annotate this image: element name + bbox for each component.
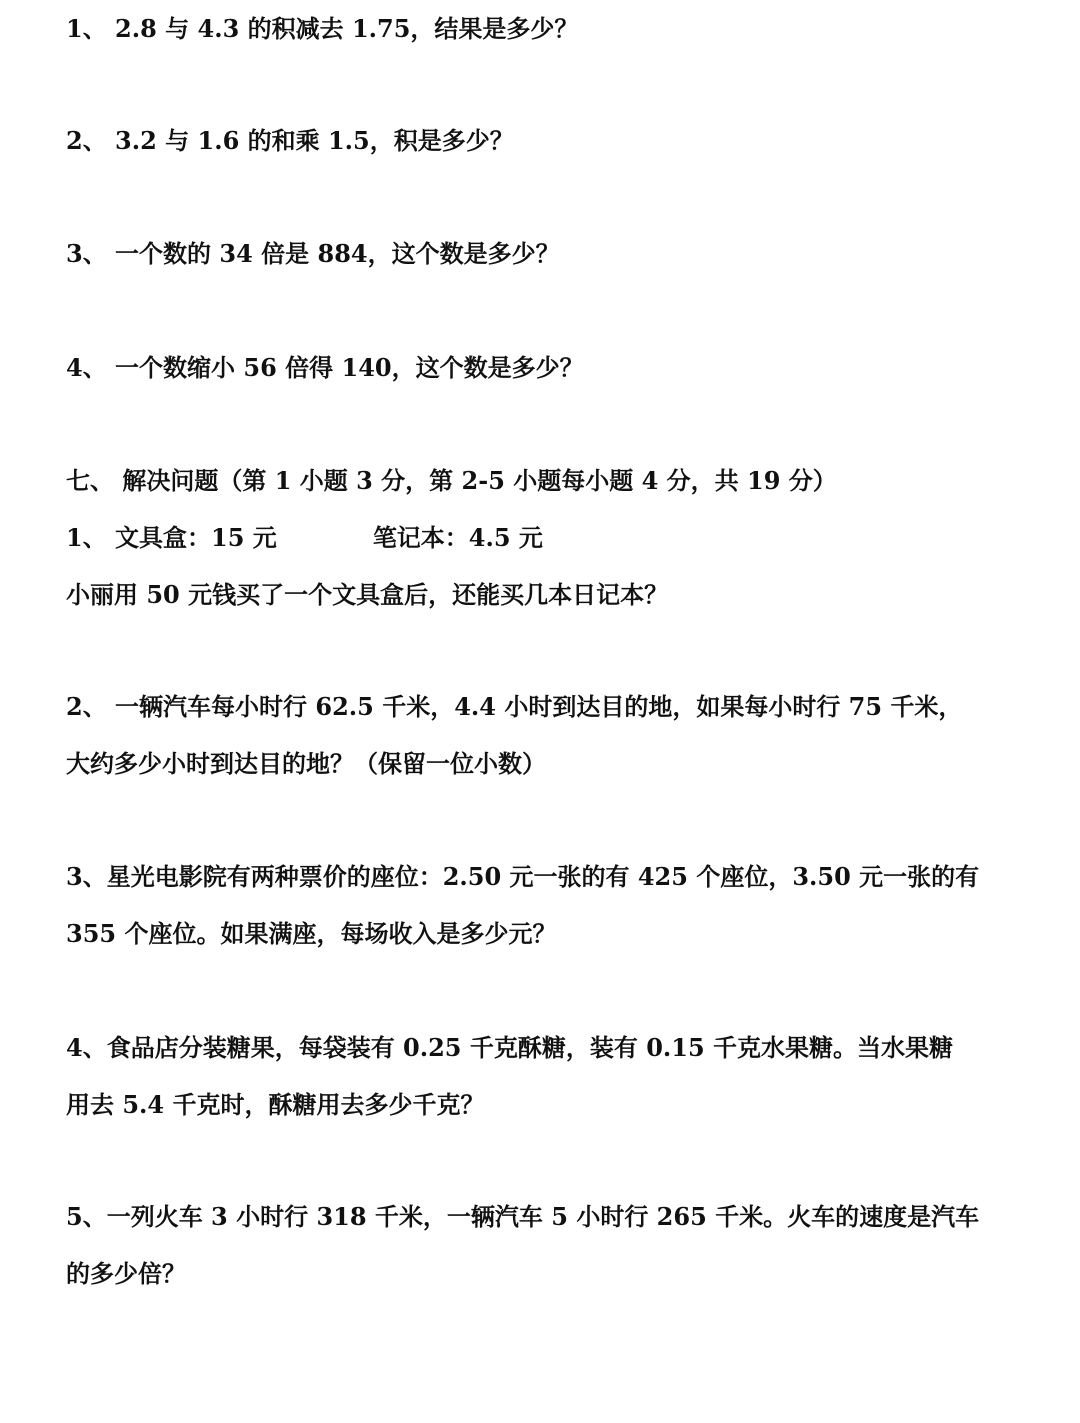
problem-3-line-2: 355 个座位。如果满座，每场收入是多少元？ [66, 919, 557, 948]
problem-2-line-2: 大约多少小时到达目的地？（保留一位小数） [66, 749, 546, 778]
price-notebook: 笔记本：4.5 元 [372, 523, 543, 552]
arithmetic-item-4: 4、 一个数缩小 56 倍得 140，这个数是多少？ [66, 353, 584, 382]
problem-2-line-1: 2、 一辆汽车每小时行 62.5 千米，4.4 小时到达目的地，如果每小时行 75 千米， [66, 692, 963, 721]
problem-1-question: 小丽用 50 元钱买了一个文具盒后，还能买几本日记本？ [66, 580, 669, 609]
price-pencil-box: 1、 文具盒：15 元 [66, 523, 277, 552]
arithmetic-item-1: 1、 2.8 与 4.3 的积减去 1.75，结果是多少？ [66, 14, 579, 43]
problem-5-line-2: 的多少倍？ [66, 1259, 186, 1288]
problem-3-line-1: 3、星光电影院有两种票价的座位：2.50 元一张的有 425 个座位，3.50 元一张的有 [66, 862, 980, 891]
problem-4-line-1: 4、食品店分装糖果，每袋装有 0.25 千克酥糖，装有 0.15 千克水果糖。当水果糖 [66, 1033, 954, 1062]
problem-4-line-2: 用去 5.4 千克时，酥糖用去多少千克？ [66, 1090, 485, 1119]
arithmetic-item-2: 2、 3.2 与 1.6 的和乘 1.5，积是多少？ [66, 126, 514, 155]
arithmetic-item-3: 3、 一个数的 34 倍是 884，这个数是多少？ [66, 239, 560, 268]
problem-5-line-1: 5、一列火车 3 小时行 318 千米，一辆汽车 5 小时行 265 千米。火车的速度是汽车 [66, 1202, 980, 1231]
problem-1-prices [66, 521, 543, 555]
section-heading: 七、 解决问题（第 1 小题 3 分，第 2-5 小题每小题 4 分，共 19 分） [66, 466, 837, 495]
